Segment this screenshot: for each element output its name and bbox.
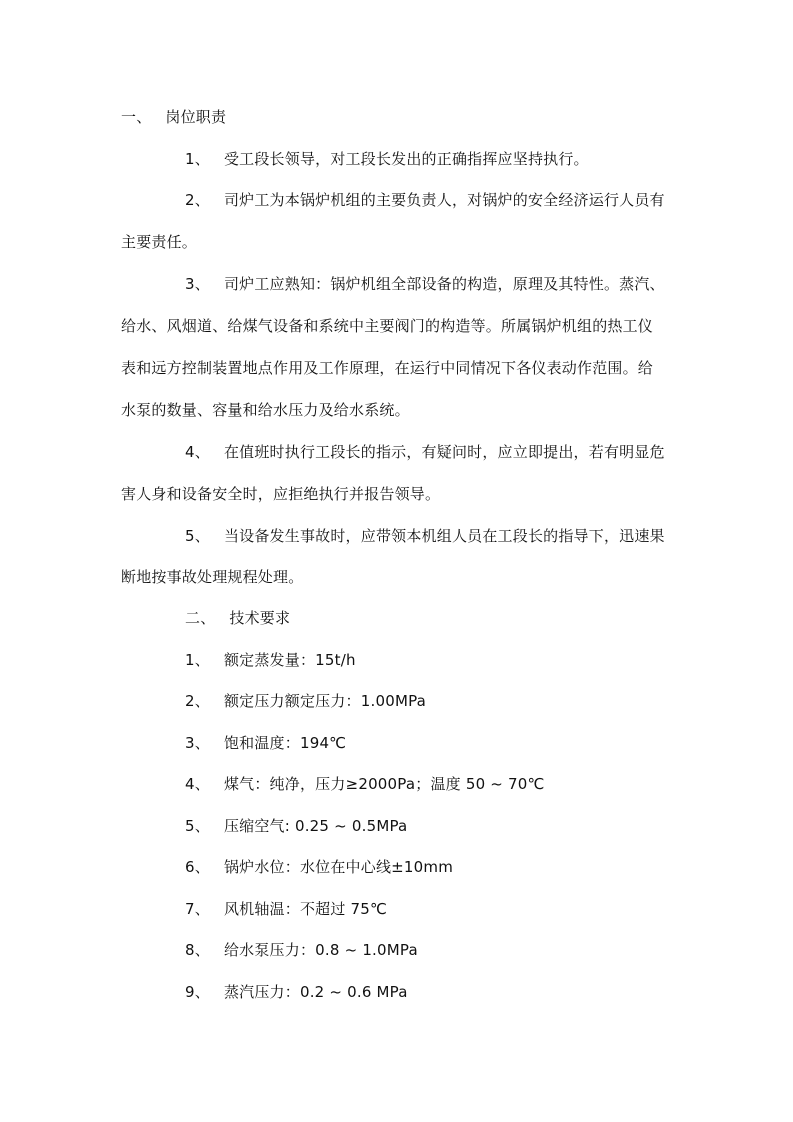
spec-item: [185, 691, 426, 711]
spec-item: [185, 816, 407, 836]
duty-item: [185, 442, 665, 462]
item-text-continuation: 断地按事故处理规程处理。: [121, 568, 304, 586]
item-text: 额定压力额定压力：1.00MPa: [223, 692, 427, 710]
item-number: 4、: [185, 443, 210, 461]
item-text: 受工段长领导，对工段长发出的正确指挥应坚持执行。: [223, 150, 589, 168]
item-number: 2、: [185, 692, 210, 710]
section-number: 一、: [121, 108, 152, 126]
item-number: 3、: [185, 275, 210, 293]
item-text: 锅炉水位：水位在中心线±10mm: [223, 858, 454, 876]
spec-item: [185, 899, 387, 919]
item-number: 5、: [185, 527, 210, 545]
section-heading: [185, 608, 290, 628]
section-title: 技术要求: [229, 609, 291, 627]
item-text-continuation: 水泵的数量、容量和给水压力及给水系统。: [121, 401, 410, 419]
item-text: 蒸汽压力：0.2 ~ 0.6 MPa: [223, 983, 408, 1001]
item-number: 6、: [185, 858, 210, 876]
spec-item: [185, 982, 408, 1002]
item-text: 风机轴温：不超过 75℃: [223, 900, 388, 918]
item-text-continuation: 给水、风烟道、给煤气设备和系统中主要阀门的构造等。所属锅炉机组的热工仪: [121, 317, 654, 335]
item-text: 在值班时执行工段长的指示，有疑问时，应立即提出，若有明显危: [223, 443, 665, 461]
item-number: 7、: [185, 900, 210, 918]
item-number: 4、: [185, 775, 210, 793]
item-text: 饱和温度：194℃: [223, 734, 347, 752]
duty-item: [185, 149, 589, 169]
item-text-continuation: 表和远方控制装置地点作用及工作原理，在运行中同情况下各仪表动作范围。给: [121, 359, 654, 377]
item-text: 给水泵压力：0.8 ~ 1.0MPa: [223, 941, 418, 959]
spec-item: [185, 733, 346, 753]
item-text: 当设备发生事故时，应带领本机组人员在工段长的指导下，迅速果: [223, 527, 665, 545]
duty-item: [185, 190, 665, 210]
item-text: 司炉工为本锅炉机组的主要负责人，对锅炉的安全经济运行人员有: [223, 191, 665, 209]
item-number: 3、: [185, 734, 210, 752]
item-number: 1、: [185, 651, 210, 669]
spec-item: [185, 650, 356, 670]
item-text-continuation: 主要责任。: [121, 233, 198, 251]
section-heading: [121, 107, 226, 127]
spec-item: [185, 857, 453, 877]
item-text: 司炉工应熟知：锅炉机组全部设备的构造，原理及其特性。蒸汽、: [223, 275, 665, 293]
item-number: 8、: [185, 941, 210, 959]
spec-item: [185, 940, 418, 960]
item-text: 压缩空气: 0.25 ~ 0.5MPa: [223, 817, 408, 835]
spec-item: [185, 774, 545, 794]
item-number: 2、: [185, 191, 210, 209]
item-number: 9、: [185, 983, 210, 1001]
item-number: 5、: [185, 817, 210, 835]
section-title: 岗位职责: [165, 108, 227, 126]
item-text: 额定蒸发量：15t/h: [223, 651, 356, 669]
item-text-continuation: 害人身和设备安全时，应拒绝执行并报告领导。: [121, 485, 441, 503]
duty-item: [185, 526, 665, 546]
section-number: 二、: [185, 609, 216, 627]
duty-item: [185, 274, 665, 294]
item-text: 煤气：纯净，压力≥2000Pa；温度 50 ~ 70℃: [223, 775, 545, 793]
item-number: 1、: [185, 150, 210, 168]
